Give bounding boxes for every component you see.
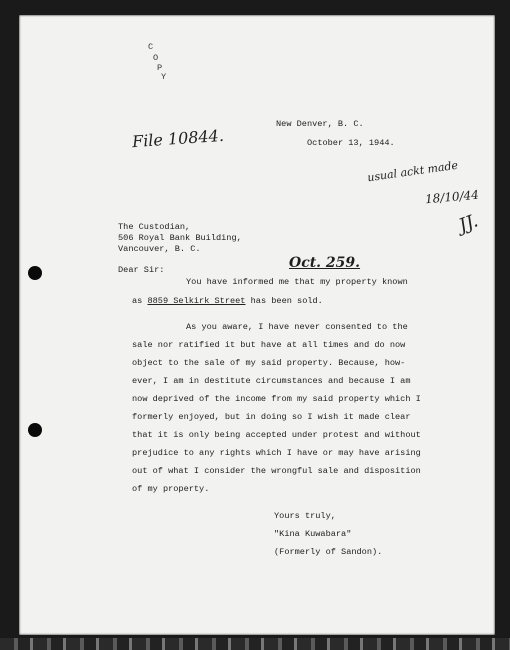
property-address: 8859 Selkirk Street <box>147 296 246 306</box>
recipient-line-2: 506 Royal Bank Building, <box>118 233 242 243</box>
paragraph-2-line-9: out of what I consider the wrongful sale and disposition <box>132 466 421 476</box>
paragraph-2-line-1: As you aware, I have never consented to the <box>186 322 408 332</box>
paragraph-2-line-7: that it is only being accepted under protest and without <box>132 430 421 440</box>
paragraph-1-line-2 <box>132 292 432 311</box>
paragraph-2-line-10: of my property. <box>132 484 210 494</box>
recipient-line-3: Vancouver, B. C. <box>118 244 201 254</box>
paragraph-2-line-6: formerly enjoyed, but in doing so I wish it made clear <box>132 412 411 422</box>
copy-letter-o: O <box>153 53 159 63</box>
paragraph-2-line-5: now deprived of the income from my said property which I <box>132 394 421 404</box>
paragraph-2-line-2: sale nor ratified it but have at all times and do now <box>132 340 406 350</box>
paragraph-1-suffix: has been sold. <box>245 296 323 306</box>
paragraph-1-prefix: as <box>132 296 148 306</box>
handwritten-file-note: File 10844. <box>131 125 225 152</box>
signature: "Kina Kuwabara" <box>274 529 352 539</box>
paragraph-2-line-4: ever, I am in destitute circumstances and because I am <box>132 376 411 386</box>
recipient-line-1: The Custodian, <box>118 222 191 232</box>
copy-letter-c: C <box>148 42 154 52</box>
paragraph-2-line-3: object to the sale of my said property. Because, how- <box>132 358 406 368</box>
punch-hole-bottom <box>28 423 42 437</box>
closing: Yours truly, <box>274 511 336 521</box>
handwritten-receipt-note: usual ackt made <box>366 158 459 185</box>
copy-letter-p: P <box>157 63 163 73</box>
punch-hole-top <box>28 266 42 280</box>
handwritten-reference-note: Oct. 259. <box>289 255 361 271</box>
handwritten-initials: JJ. <box>455 210 481 237</box>
salutation: Dear Sir: <box>118 265 165 275</box>
sender-location: New Denver, B. C. <box>276 119 364 129</box>
paragraph-1-line-1: You have informed me that my property known <box>186 277 408 287</box>
letter-page <box>19 15 495 635</box>
scan-border-strip <box>0 638 510 650</box>
handwritten-receipt-date: 18/10/44 <box>424 187 480 207</box>
paragraph-2-line-8: prejudice to any rights which I have or may have arising <box>132 448 421 458</box>
letter-date: October 13, 1944. <box>307 138 395 148</box>
copy-letter-y: Y <box>161 72 167 82</box>
signature-note: (Formerly of Sandon). <box>274 547 383 557</box>
